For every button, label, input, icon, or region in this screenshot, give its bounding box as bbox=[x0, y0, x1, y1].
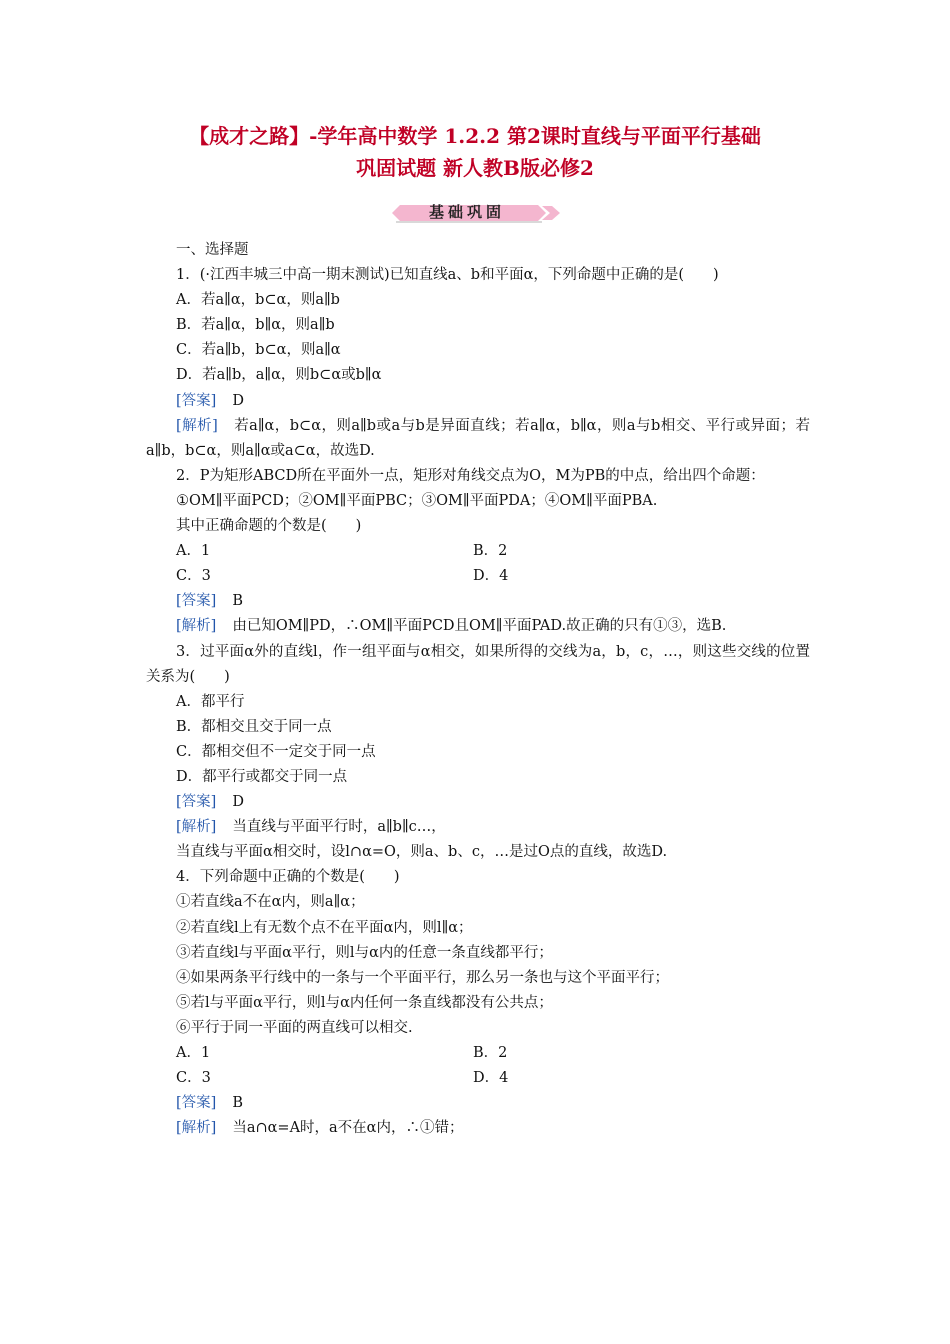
q2-analysis bbox=[146, 614, 810, 639]
q1-answer bbox=[146, 389, 810, 414]
answer-tag: [答案] bbox=[176, 1095, 217, 1112]
question-4-stem: 4．下列命题中正确的个数是( ) bbox=[176, 869, 400, 886]
q2-option-b: B．2 bbox=[473, 543, 508, 560]
q3-option-c: C．都相交但不一定交于同一点 bbox=[176, 743, 376, 760]
section-heading: 一、选择题 bbox=[176, 242, 249, 258]
title-line-2: 巩固试题 新人教B版必修2 bbox=[356, 156, 594, 180]
q3-analysis-continued: 当直线与平面α相交时，设l∩α=O，则a、b、c，…是过O点的直线，故选D. bbox=[176, 844, 668, 861]
q3-option-b: B．都相交且交于同一点 bbox=[176, 718, 332, 735]
document-title bbox=[100, 120, 850, 184]
q3-analysis bbox=[146, 815, 810, 840]
q3-option-d: D．都平行或都交于同一点 bbox=[176, 768, 348, 785]
q2-analysis-text: 由已知OM∥PD，∴OM∥平面PCD且OM∥平面PAD.故正确的只有①③，选B. bbox=[232, 618, 727, 635]
q4-options-row-1 bbox=[146, 1041, 810, 1066]
question-1-stem: 1．(·江西丰城三中高一期末测试)已知直线a、b和平面α，下列命题中正确的是( ) bbox=[176, 267, 719, 284]
q1-option-d: D．若a∥b，a∥α，则b⊂α或b∥α bbox=[176, 367, 382, 384]
section-banner bbox=[392, 202, 560, 224]
q4-answer-value: B bbox=[232, 1095, 243, 1112]
document-body bbox=[146, 238, 810, 1141]
title-line-1: 【成才之路】-学年高中数学 1.2.2 第2课时直线与平面平行基础 bbox=[189, 124, 761, 148]
analysis-tag: [解析] bbox=[176, 618, 217, 635]
q1-option-a: A．若a∥α，b⊂α，则a∥b bbox=[176, 292, 340, 309]
analysis-tag: [解析] bbox=[176, 1120, 217, 1137]
q4-item-4: ④如果两条平行线中的一条与一个平面平行，那么另一条也与这个平面平行； bbox=[176, 969, 669, 986]
q1-analysis-text: 若a∥α，b⊂α，则a∥b或a与b是异面直线；若a∥α，b∥α，则a与b相交、平行或异面；若a∥b，b⊂α，则a∥α或a⊂α，故选D. bbox=[146, 417, 810, 459]
q2-option-c: C．3 bbox=[176, 568, 211, 585]
q2-option-d: D．4 bbox=[473, 568, 509, 585]
section-banner-label: 基础巩固 bbox=[428, 203, 505, 221]
q3-analysis-text-1: 当直线与平面平行时，a∥b∥c…， bbox=[232, 819, 446, 836]
q1-option-c: C．若a∥b，b⊂α，则a∥α bbox=[176, 342, 341, 359]
q4-item-1: ①若直线a不在α内，则a∥α； bbox=[176, 894, 365, 911]
q4-answer bbox=[146, 1091, 810, 1116]
q4-option-b: B．2 bbox=[473, 1045, 508, 1061]
q3-answer-value: D bbox=[232, 794, 244, 811]
q2-statements: ①OM∥平面PCD；②OM∥平面PBC；③OM∥平面PDA；④OM∥平面PBA. bbox=[176, 492, 658, 509]
q4-option-a: A．1 bbox=[176, 1045, 211, 1061]
q4-item-2: ②若直线l上有无数个点不在平面α内，则l∥α； bbox=[176, 919, 473, 936]
analysis-tag: [解析] bbox=[176, 819, 217, 836]
q3-option-a: A．都平行 bbox=[176, 693, 245, 710]
q4-analysis bbox=[146, 1116, 810, 1141]
q1-answer-value: D bbox=[232, 392, 244, 409]
q2-options-row-2 bbox=[146, 564, 810, 589]
q2-answer bbox=[146, 589, 810, 614]
q4-analysis-text: 当a∩α=A时，a不在α内，∴①错； bbox=[232, 1120, 464, 1137]
q4-option-c: C．3 bbox=[176, 1070, 211, 1087]
answer-tag: [答案] bbox=[176, 392, 217, 409]
q1-analysis bbox=[146, 414, 810, 464]
q4-option-d: D．4 bbox=[473, 1070, 509, 1087]
q1-option-b: B．若a∥α，b∥α，则a∥b bbox=[176, 317, 335, 334]
q4-options-row-2 bbox=[146, 1066, 810, 1091]
q4-item-3: ③若直线l与平面α平行，则l与α内的任意一条直线都平行； bbox=[176, 944, 553, 961]
analysis-tag: [解析] bbox=[176, 417, 218, 434]
q2-ask: 其中正确命题的个数是( ) bbox=[176, 518, 362, 535]
q2-option-a: A．1 bbox=[176, 543, 211, 560]
q4-item-6: ⑥平行于同一平面的两直线可以相交. bbox=[176, 1019, 413, 1036]
q2-options-row-1 bbox=[146, 539, 810, 564]
q4-item-5: ⑤若l与平面α平行，则l与α内任何一条直线都没有公共点； bbox=[176, 994, 553, 1011]
answer-tag: [答案] bbox=[176, 794, 217, 811]
question-3-stem: 3．过平面α外的直线l，作一组平面与α相交，如果所得的交线为a，b，c，…，则这些交线的位置关系为( ) bbox=[146, 643, 810, 685]
question-2-stem: 2．P为矩形ABCD所在平面外一点，矩形对角线交点为O，M为PB的中点，给出四个命题： bbox=[176, 467, 765, 484]
answer-tag: [答案] bbox=[176, 593, 217, 610]
q2-answer-value: B bbox=[232, 593, 243, 610]
q3-answer bbox=[146, 790, 810, 815]
